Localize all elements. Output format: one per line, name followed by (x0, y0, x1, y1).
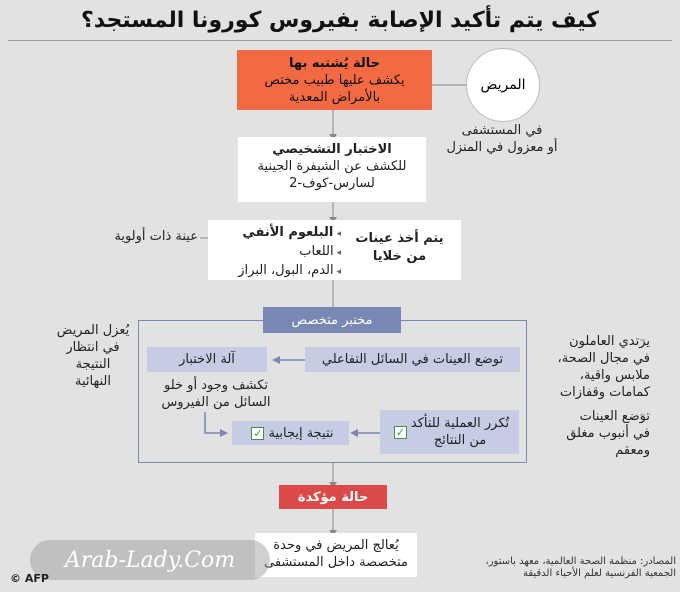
isolation-line2: في انتظار النتيجة (66, 340, 120, 372)
suspected-title: حالة يُشتبه بها (288, 56, 381, 71)
samples-list (238, 224, 341, 281)
watermark: Arab-Lady.Com (30, 540, 270, 580)
patient-location (442, 122, 562, 156)
patient-location-line1: في المستشفى (461, 123, 543, 138)
tube-line1: توضع العينات (579, 409, 650, 424)
diagnostic-line1: للكشف عن الشيفرة الجينية (257, 159, 407, 174)
repeat-process-box (380, 410, 519, 454)
sample-item-saliva: ◂ اللعاب (238, 243, 341, 262)
sources-line1: المصادر: منظمة الصحة العالمية، معهد باستور، (485, 556, 676, 567)
title-divider (8, 40, 672, 41)
page-title: كيف يتم تأكيد الإصابة بفيروس كورونا المستجد؟ (81, 8, 599, 33)
samples-heading-line1: يتم أخذ عينات (355, 231, 444, 246)
gear-line4: كمامات وقفازات (559, 385, 650, 400)
gear-line1: يرتدي العاملون (569, 334, 650, 349)
reaction-box: توضع العينات في السائل التفاعلي (305, 347, 520, 372)
samples-box (208, 220, 461, 280)
suspected-line1: يكشف عليها طبيب مختص (264, 73, 405, 88)
protective-gear-note (538, 333, 650, 401)
tube-line2: في أنبوب مغلق (566, 426, 650, 441)
diagnostic-test-box (238, 137, 426, 202)
treatment-box (255, 533, 417, 577)
samples-heading-line2: من خلايا (372, 249, 427, 264)
checkmark-icon: ✓ (253, 426, 263, 440)
suspected-line2: بالأمراض المعدية (288, 90, 381, 105)
detect-note (152, 377, 280, 411)
gear-line2: في مجال الصحة، (557, 351, 650, 366)
patient-node (466, 48, 540, 122)
isolation-line3: النهائية (75, 374, 111, 389)
sources-note (440, 556, 676, 580)
test-machine-box: آلة الاختبار (147, 347, 267, 372)
lab-label: مختبر متخصص (263, 307, 401, 333)
diagnostic-title: الاختبار التشخيصي (272, 142, 392, 157)
sources-line2: الجمعية الفرنسية لعلم الأحياء الدقيقة (522, 568, 676, 579)
positive-result-box (232, 421, 349, 445)
patient-label: المريض (480, 77, 526, 93)
sample-item-nasopharynx: ◂ البلعوم الأنفي (238, 224, 341, 243)
diagnostic-line2: لسارس-كوف-2 (289, 176, 375, 191)
isolation-line1: يُعزل المريض (56, 323, 130, 338)
suspected-case-box (237, 50, 432, 110)
sealed-tube-note (538, 408, 650, 459)
treated-line2: متخصصة داخل المستشفى (264, 555, 408, 570)
positive-label: نتيجة إيجابية (268, 425, 334, 441)
tube-line3: ومعقم (615, 443, 650, 458)
repeat-line1: تُكرر العملية للتأكد (410, 416, 510, 431)
detect-line1: تكشف وجود أو خلو (163, 378, 268, 393)
treated-line1: يُعالج المريض في وحدة (273, 538, 399, 553)
isolation-note (52, 322, 134, 390)
sample-item-blood: ◂ الدم، البول، البراز (238, 262, 341, 281)
confirmed-case-box: حالة مؤكدة (279, 485, 387, 509)
priority-note: عينة ذات أولوية (114, 229, 198, 244)
samples-heading (352, 230, 447, 266)
gear-line3: ملابس واقية، (579, 368, 650, 383)
repeat-line2: من النتائج (433, 433, 487, 448)
detect-line2: السائل من الفيروس (161, 395, 271, 410)
afp-credit: © AFP (10, 572, 49, 585)
patient-location-line2: أو معزول في المنزل (446, 140, 558, 155)
checkmark-icon: ✓ (395, 425, 405, 439)
